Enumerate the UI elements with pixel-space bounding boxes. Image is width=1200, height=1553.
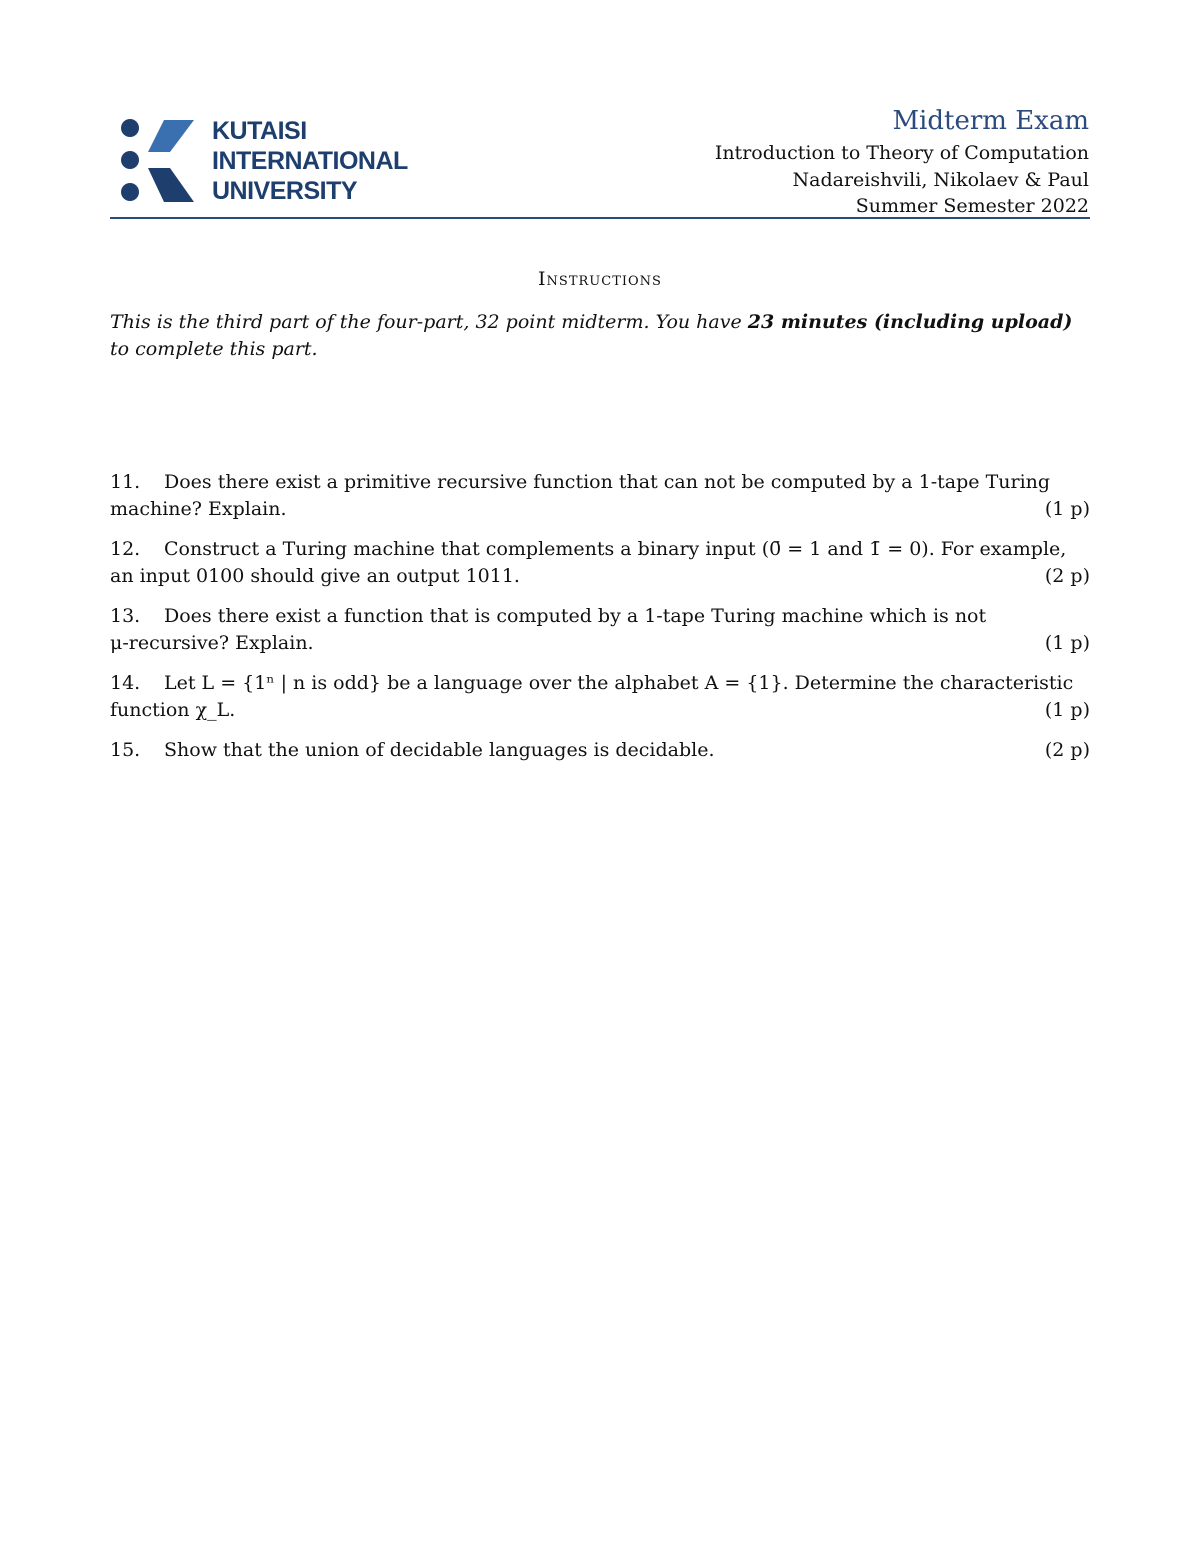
question-points: (1 p) — [1044, 498, 1090, 520]
question-number: 15. — [110, 739, 141, 761]
question-text-line2: μ-recursive? Explain. — [110, 632, 314, 654]
instructions-text-after: to complete this part. — [110, 338, 318, 360]
question-13 — [110, 603, 1090, 657]
logo-line-2: INTERNATIONAL — [212, 147, 408, 175]
question-15 — [110, 737, 1090, 764]
semester: Summer Semester 2022 — [855, 195, 1089, 217]
logo-line-3: UNIVERSITY — [212, 177, 358, 205]
question-text-line1: Construct a Turing machine that complements a binary input (0̄ = 1 and 1̄ = 0). For example, — [164, 538, 1067, 560]
instructions-text — [110, 309, 1090, 363]
question-14 — [110, 670, 1090, 724]
question-number: 11. — [110, 471, 141, 493]
question-text-line1: Let L = {1ⁿ | n is odd} be a language over the alphabet A = {1}. Determine the characteristic — [164, 672, 1074, 694]
question-text-line2: function χ_L. — [110, 699, 236, 721]
question-number: 13. — [110, 605, 141, 627]
authors: Nadareishvili, Nikolaev & Paul — [792, 168, 1089, 191]
university-name — [212, 116, 408, 206]
instructions-text-before: This is the third part of the four-part, 32 point midterm. You have — [110, 311, 748, 333]
question-text-line1: Show that the union of decidable languages is decidable. — [164, 739, 715, 761]
question-12 — [110, 536, 1090, 590]
instructions-heading: Instructions — [538, 268, 662, 290]
question-11 — [110, 469, 1090, 523]
question-text-line2: machine? Explain. — [110, 498, 287, 520]
header-divider — [110, 217, 1090, 219]
question-text-line2: an input 0100 should give an output 1011. — [110, 565, 520, 587]
question-points: (2 p) — [1044, 565, 1090, 587]
course-name: Introduction to Theory of Computation — [714, 142, 1089, 164]
logo-line-1: KUTAISI — [212, 117, 307, 145]
question-list — [110, 469, 1090, 777]
question-points: (2 p) — [1044, 739, 1090, 761]
exam-title: Midterm Exam — [892, 106, 1089, 136]
question-number: 12. — [110, 538, 141, 560]
question-text-line1: Does there exist a primitive recursive function that can not be computed by a 1-tape Turing — [164, 471, 1051, 493]
exam-header — [715, 104, 1089, 220]
instructions-time-limit: 23 minutes (including upload) — [747, 311, 1073, 333]
question-number: 14. — [110, 672, 141, 694]
question-text-line1: Does there exist a function that is computed by a 1-tape Turing machine which is not — [164, 605, 987, 627]
question-points: (1 p) — [1044, 632, 1090, 654]
question-points: (1 p) — [1044, 699, 1090, 721]
